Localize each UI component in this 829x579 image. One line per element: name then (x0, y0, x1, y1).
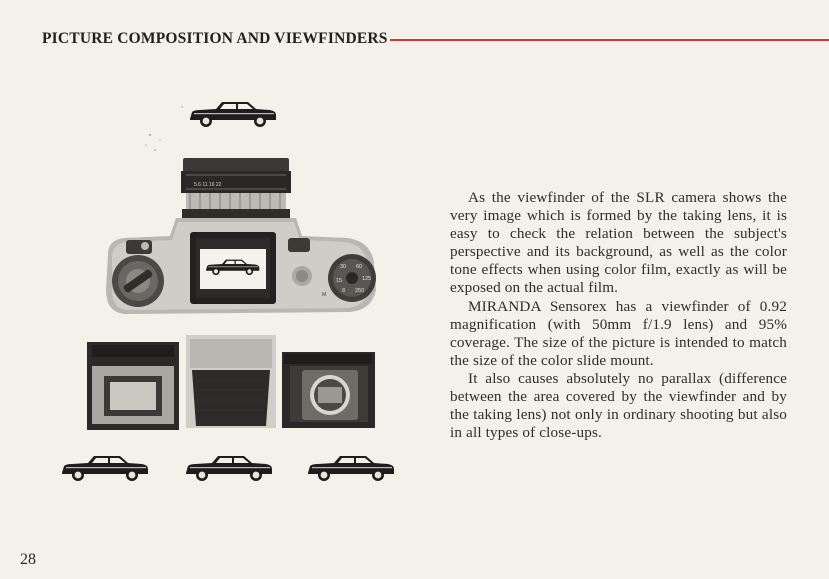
page-title: PICTURE COMPOSITION AND VIEWFINDERS (42, 30, 388, 47)
car-silhouette-icon (186, 456, 272, 481)
car-silhouette-icon (62, 456, 148, 481)
body-text (450, 189, 787, 442)
svg-text:125: 125 (362, 276, 372, 282)
paragraph-magnification: MIRANDA Sensorex has a viewfinder of 0.92 magnification (with 50mm f/1.9 lens) and 95% coverage. The size of the picture is intended to match the size of the color slide mount. (450, 297, 787, 369)
svg-text:M: M (322, 292, 327, 298)
svg-text:250: 250 (355, 288, 365, 294)
viewfinder-accessory-icon (87, 335, 375, 430)
svg-text:15: 15 (336, 278, 343, 284)
svg-text:5.6 11 16 22: 5.6 11 16 22 (194, 182, 222, 188)
svg-text:60: 60 (356, 264, 363, 270)
paragraph-parallax: It also causes absolutely no parallax (difference between the area covered by the viewfinder and by the taking lens) not only in ordinary shooting but also in all types of close-ups. (450, 369, 787, 442)
paragraph-slr-viewfinder: As the viewfinder of the SLR camera shows the very image which is formed by the taking lens, it is easy to check the relation between the subject's perspective and its background, as well as the color tone effects when using color film, exactly as will be exposed on the actual film. (450, 189, 787, 297)
slr-camera-top-icon (106, 158, 376, 314)
page-number: 28 (20, 551, 36, 568)
car-silhouette-icon (308, 456, 394, 481)
car-silhouette-icon (190, 102, 276, 127)
svg-text:8: 8 (342, 288, 346, 294)
svg-text:30: 30 (340, 264, 347, 270)
